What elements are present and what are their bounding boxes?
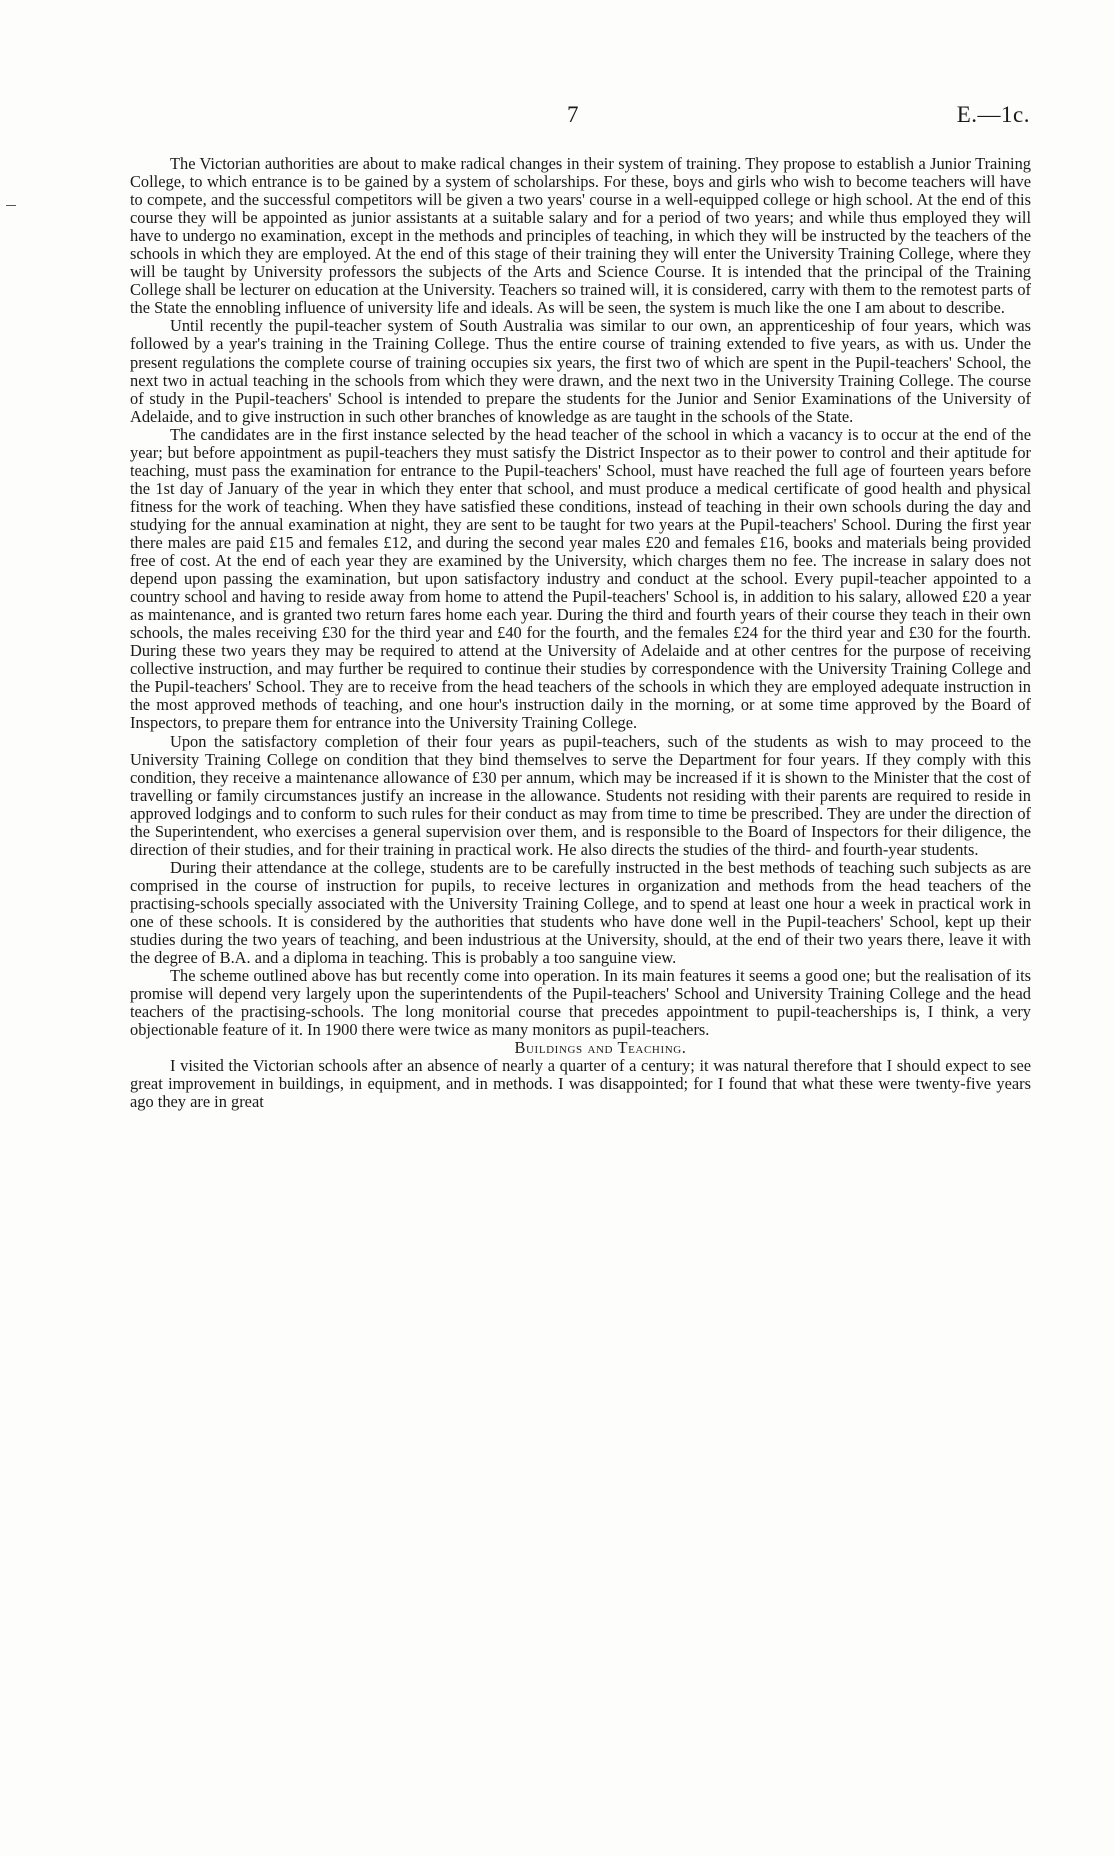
page-number: 7 xyxy=(567,102,579,127)
body-paragraph: Upon the satisfactory completion of their four years as pupil-teachers, such of the students as wish to may proceed to the University Training College on condition that they bind themselves to serve the Department for four years. If they comply with this condition, they receive a maintenance allowance of £30 per annum, which may be increased if it is shown to the Minister that the cost of travelling or family circumstances justify an increase in the allowance. Students not residing with their parents are required to reside in approved lodgings and to conform to such rules for their conduct as may from time to time be prescribed. They are under the direction of the Superintendent, who exercises a general supervision over them, and is responsible to the Board of Inspectors for their diligence, the direction of their studies, and for their training in practical work. He also directs the studies of the third- and fourth-year students. xyxy=(130,731,1031,859)
body-paragraph: Until recently the pupil-teacher system of South Australia was similar to our own, an apprenticeship of four years, which was followed by a year's training in the Training College. Thus the entire course of training extended to five years, as with us. Under the present regulations the complete course of training occupies six years, the first two of which are spent in the Pupil-teachers' School, the next two in actual teaching in the schools from which they were drawn, and the next two in the University Training College. The course of study in the Pupil-teachers' School is intended to prepare the students for the Junior and Senior Examinations of the University of Adelaide, and to give instruction in such other branches of knowledge as are taught in the schools of the State. xyxy=(130,316,1031,426)
body-paragraph: During their attendance at the college, students are to be carefully instructed in the best methods of teaching such subjects as are comprised in the course of instruction for pupils, to receive lectures in organization and methods from the head teachers of the practising-schools specially associated with the University Training College, and to spend at least one hour a week in practical work in one of these schools. It is considered by the authorities that students who have done well in the Pupil-teachers' School, kept up their studies during the two years of teaching, and been industrious at the University, should, at the end of their two years there, leave it with the degree of B.A. and a diploma in teaching. This is probably a too sanguine view. xyxy=(130,857,1031,968)
section-heading: Buildings and Teaching. xyxy=(514,1038,687,1058)
body-paragraph: The candidates are in the first instance selected by the head teacher of the school in which a vacancy is to occur at the end of the year; but before appointment as pupil-teachers they must satisfy the District Inspector as to their power to control and their aptitude for teaching, must pass the examination for entrance to the Pupil-teachers' School, must have reached the full age of fourteen years before the 1st day of January of the year in which they enter that school, and must produce a medical certificate of good health and physical fitness for the work of teaching. When they have satisfied these conditions, instead of teaching in their own schools during the day and studying for the annual examination at night, they are sent to be taught for two years at the Pupil-teachers' School. During the first year there males are paid £15 and females £12, and during the second year males £20 and females £16, books and materials being provided free of cost. At the end of each year they are examined by the University, which charges them no fee. The increase in salary does not depend upon passing the examination, but upon satisfactory industry and conduct at the school. Every pupil-teacher appointed to a country school and having to reside away from home to attend the Pupil-teachers' School is, in addition to his salary, allowed £20 a year as maintenance, and is granted two return fares home each year. During the third and fourth years of their course they teach in their own schools, the males receiving £30 for the third year and £40 for the fourth, and the females £24 for the third year and £30 for the fourth. During these two years they may be required to attend at the University of Adelaide and at other centres for the purpose of receiving collective instruction, and may further be required to continue their studies by correspondence with the University Training College and the Pupil-teachers' School. They are to receive from the head teachers of the schools in which they are employed adequate instruction in the most approved methods of teaching, and one hour's instruction daily in the morning, or at some time approved by the Board of Inspectors, to prepare them for entrance into the University Training College. xyxy=(130,424,1031,733)
document-reference: E.—1c. xyxy=(956,102,1030,127)
page-body xyxy=(130,155,1031,1111)
body-paragraph: I visited the Victorian schools after an absence of nearly a quarter of a century; it was natural therefore that I should expect to see great improvement in buildings, in equipment, and in methods. I was disappointed; for I found that what these were twenty-five years ago they are in great xyxy=(130,1056,1031,1112)
page-header xyxy=(0,102,1114,130)
body-paragraph: The scheme outlined above has but recently come into operation. In its main features it seems a good one; but the realisation of its promise will depend very largely upon the superintendents of the Pupil-teachers' School and University Training College and the head teachers of the practising-schools. The long monitorial course that precedes appointment to pupil-teacherships is, I think, a very objectionable feature of it. In 1900 there were twice as many monitors as pupil-teachers. xyxy=(130,966,1031,1040)
margin-mark xyxy=(6,205,16,206)
body-paragraph: The Victorian authorities are about to make radical changes in their system of training. They propose to establish a Junior Training College, to which entrance is to be gained by a system of scholarships. For these, boys and girls who wish to become teachers will have to compete, and the successful competitors will be given a two years' course in a well-equipped college or high school. At the end of this course they will be appointed as junior assistants at a suitable salary and for a period of two years; and while thus employed they will have to undergo no examination, except in the methods and principles of teaching, in which they will be instructed by the teachers of the schools in which they are employed. At the end of this stage of their training they will enter the University Training College, where they will be taught by University professors the subjects of the Arts and Science Course. It is intended that the principal of the Training College shall be lecturer on education at the University. Teachers so trained will, it is considered, carry with them to the remotest parts of the State the ennobling influence of university life and ideals. As will be seen, the system is much like the one I am about to describe. xyxy=(130,154,1031,318)
